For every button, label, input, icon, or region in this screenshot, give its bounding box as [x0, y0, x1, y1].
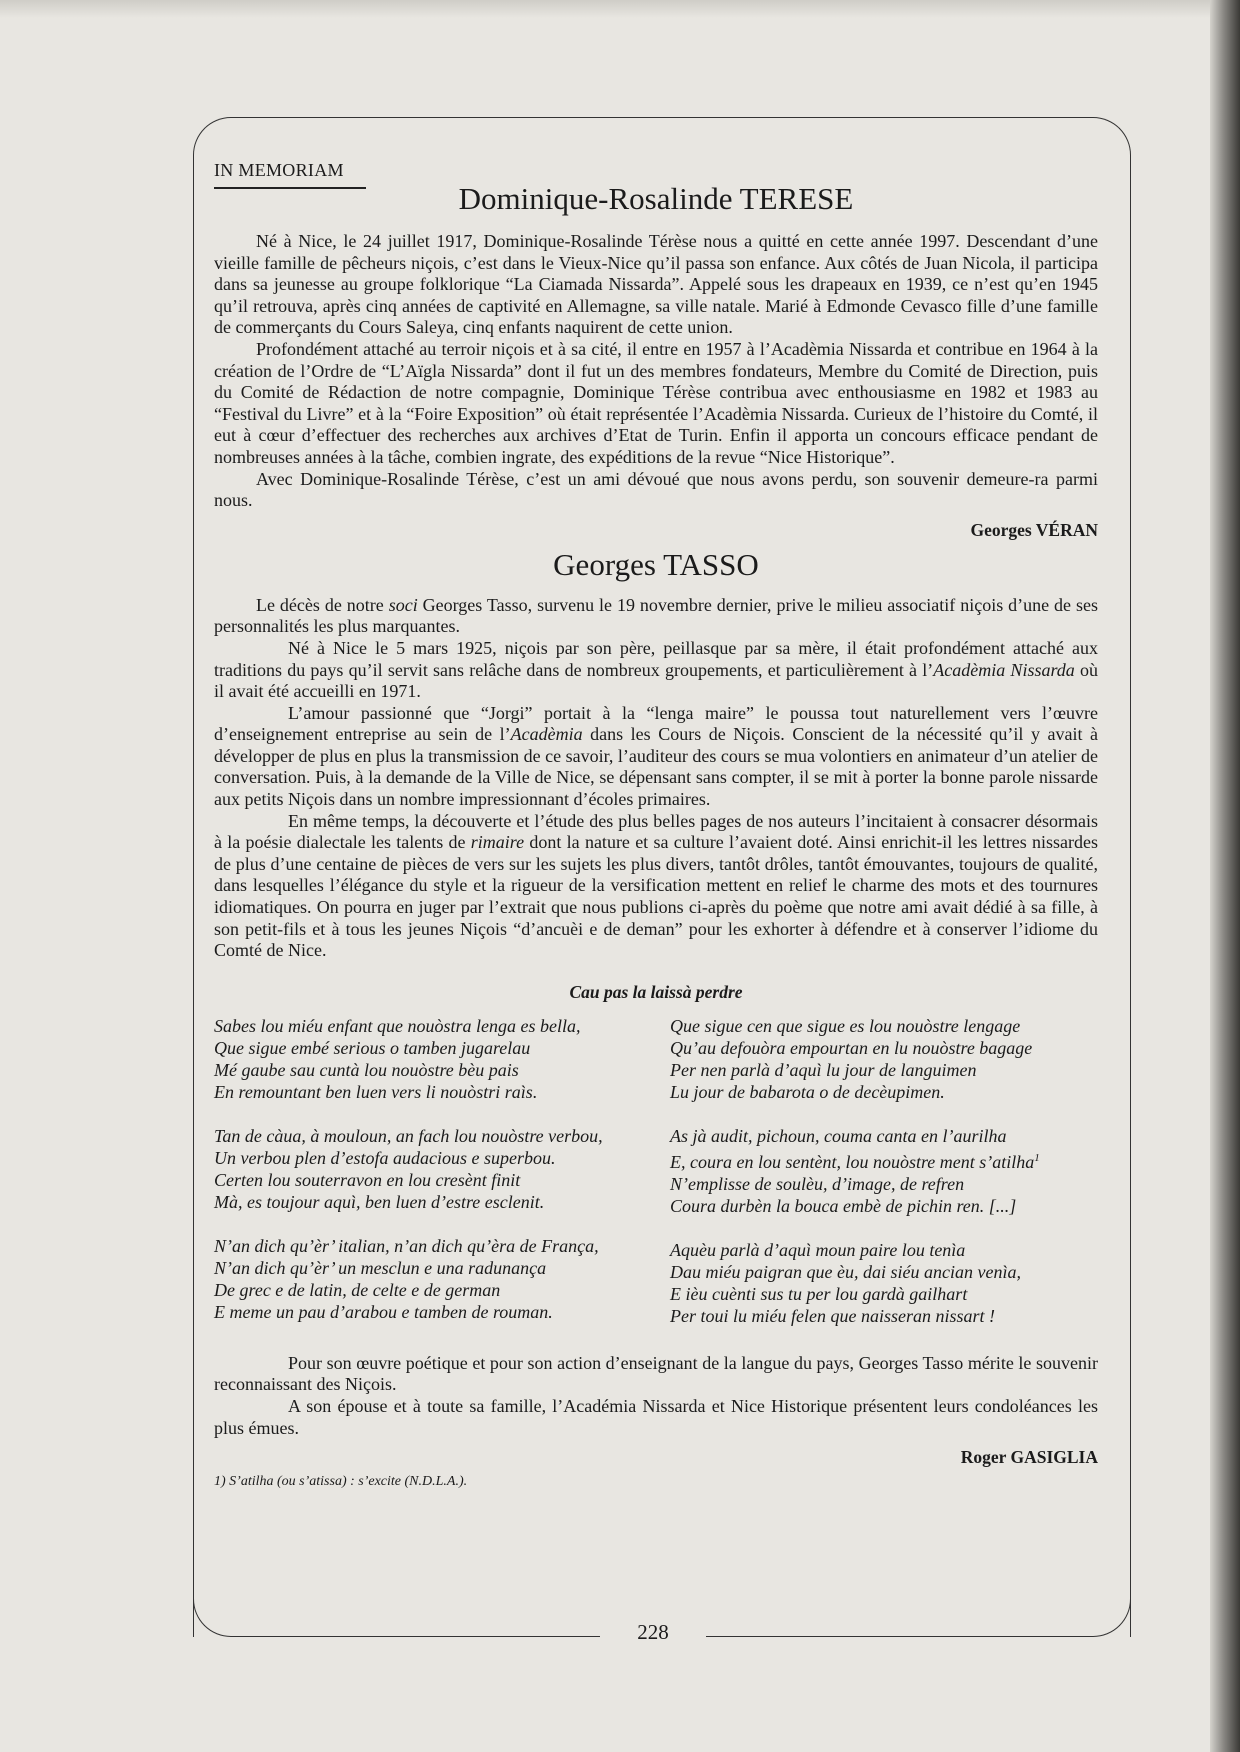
footnote: 1) S’atilha (ou s’atissa) : s’excite (N.D.L.A.). — [214, 1474, 468, 1490]
poem-line: Dau miéu paigran que èu, dai siéu ancian venìa, — [670, 1261, 1021, 1282]
poem-line: Aquèu parlà d’aquì moun paire lou tenìa — [670, 1239, 966, 1260]
poem-line: Certen lou souterravon en lou cresènt finit — [214, 1169, 521, 1190]
terese-author-signature: Georges VÉRAN — [970, 519, 1098, 540]
poem-line: Per nen parlà d’aquì lu jour de languimen — [670, 1059, 977, 1080]
poem-line: N’an dich qu’èr’ italian, n’an dich qu’èra de Françа, — [214, 1235, 599, 1256]
italic-term: Acadèmia Nissarda — [933, 659, 1075, 680]
poem-line: E meme un pau d’arabou e tamben de rouman. — [214, 1301, 553, 1322]
poem-line: Tan de càua, à mouloun, an fach lou nouòstre verbou, — [214, 1125, 603, 1146]
poem-right-column — [670, 1015, 1098, 1349]
text-run: dont la nature et sa culture l’avaient doté. Ainsi enrichit-il les lettres nissardes de plus d’une centaine de pièces de vers sur les sujets les plus divers, tantôt drôles, tantôt émouvantes, toujours de qualité, dans lesquelles l’élégance du style et la rigueur de la versification mettent en relief le charme des mots et des tournures idiomatiques. On pourra en juger par l’extrait que nous publions ci-après du poème que notre ami avait dédié à sa fille, à son petit-fils et à tous les jeunes Niçois “d’ancuèi e de deman” pour les exhorter à défendre et à conserver l’idiome du Comté de Nice. — [214, 832, 1099, 961]
italic-term: soci — [388, 594, 418, 615]
tasso-paragraph-2 — [214, 638, 1098, 703]
poem-line: Que sigue embé serious o tamben jugarelau — [214, 1037, 531, 1058]
tasso-author-signature: Roger GASIGLIA — [960, 1447, 1098, 1468]
poem-line: Per toui lu miéu felen que naisseran nissart ! — [670, 1305, 995, 1326]
tasso-closing-2: A son épouse et à toute sa famille, l’Académia Nissarda et Nice Historique présentent leurs condoléances les plus émues. — [214, 1396, 1098, 1438]
poem-line: De grec e de latin, de celte e de german — [214, 1279, 501, 1300]
poem-stanza — [670, 1125, 1098, 1217]
poem-line: N’an dich qu’èr’ un mesclun e una radunança — [214, 1257, 547, 1278]
text-run: dans les Cours de Niçois. Conscient de la nécessité qu’il y avait à développer de plus en plus la transmission de ce savoir, l’auditeur des cours se mua volontiers en animateur d’un atelier de conversation. Puis, à la demande de la Ville de Nice, se dépensant sans compter, il se mit à porter la bonne parole nissarde aux petits Niçois dans un nombre impressionnant d’écoles primaires. — [214, 724, 1099, 810]
poem-line — [670, 1147, 1098, 1173]
poem-title: Cau pas la laissà perdre — [569, 981, 743, 1002]
tasso-closing-1: Pour son œuvre poétique et pour son action d’enseignant de la langue du pays, Georges Tasso mérite le souvenir reconnaissant des Niçois. — [214, 1352, 1098, 1395]
text-run: En même temps, la découverte et l’étude des plus belles pages de nos auteurs l’incitaient à consacrer désormais à la poésie dialectale les talents de — [214, 810, 1098, 853]
page-top-shadow — [0, 0, 1240, 18]
poem — [214, 1015, 1098, 1349]
italic-term: Acadèmia — [510, 724, 583, 745]
poem-stanza — [670, 1015, 1098, 1103]
poem-line: Coura durbèn la bouca embè de pichin ren. [...] — [670, 1195, 1017, 1216]
poem-line: En remountant ben luen vers li nouòstri raìs. — [214, 1081, 538, 1102]
poem-line: Mà, es toujour aquì, ben luen d’estre esclenit. — [214, 1191, 545, 1212]
article-title-tasso: Georges TASSO — [553, 546, 759, 582]
poem-line: Que sigue cen que sigue es lou nouòstre lengage — [670, 1015, 1021, 1036]
poem-stanza — [214, 1235, 670, 1323]
page-frame-bottom-left — [193, 1590, 623, 1637]
poem-line: Qu’au defouòra empourtan en lu nouòstre bagage — [670, 1037, 1033, 1058]
poem-line: Sabes lou miéu enfant que nouòstra lenga es bella, — [214, 1015, 581, 1036]
tasso-paragraph-3 — [214, 703, 1098, 811]
tasso-paragraph-1 — [214, 595, 1098, 638]
section-rubric: IN MEMORIAM — [214, 160, 366, 189]
page-number: 228 — [600, 1620, 706, 1645]
terese-paragraph-2: Profondément attaché au terroir niçois et à sa cité, il entre en 1957 à l’Acadèmia Nissarda et contribue en 1964 à la création de l’Ordre de “L’Aïgla Nissarda” dont il fut un des membres fondateurs, Membre du Comité de Direction, puis du Comité de Rédaction de notre compagnie, Dominique Térèse contribua avec enthousiasme en 1982 et 1983 au “Festival du Livre” et à la “Foire Exposition” où était représentée l’Acadèmia Nissarda. Curieux de l’histoire du Comté, il eut à cœur d’effectuer des recherches aux archives d’Etat de Turin. Enfin il apporta un concours efficace pendant de nombreuses années à la tâche, combien ingrate, des expéditions de la revue “Nice Historique”. — [214, 338, 1098, 467]
page-frame-bottom-right — [680, 1590, 1131, 1637]
poem-line: As jà audit, pichoun, couma canta en l’aurilha — [670, 1125, 1007, 1146]
poem-stanza — [214, 1125, 670, 1213]
terese-paragraph-3: Avec Dominique-Rosalinde Térèse, c’est un ami dévoué que nous avons perdu, son souvenir demeure-ra parmi nous. — [214, 468, 1098, 511]
page-gutter-shadow — [1210, 0, 1240, 1752]
tasso-paragraph-4 — [214, 811, 1098, 962]
text-run: Le décès de notre — [256, 594, 389, 615]
poem-line: Mé gaube sau cuntà lou nouòstre bèu pais — [214, 1059, 519, 1080]
poem-left-column — [214, 1015, 670, 1349]
page-content — [214, 160, 1098, 1490]
poem-line: E ièu cuènti sus tu per lou gardà gailhart — [670, 1283, 968, 1304]
italic-term: rimaire — [470, 832, 525, 853]
article-title-terese: Dominique-Rosalinde TERESE — [458, 181, 854, 216]
text-run: E, coura en lou sentènt, lou nouòstre ment s’atilha — [670, 1151, 1035, 1172]
text-run: Georges Tasso, survenu le 19 novembre dernier, prive le milieu associatif niçois d’une de ses personnalités les plus marquantes. — [214, 594, 1098, 637]
poem-line: Lu jour de babarota o de decèupimen. — [670, 1081, 945, 1102]
poem-stanza — [214, 1015, 670, 1103]
poem-line: Un verbou plen d’estofa audacious e superbou. — [214, 1147, 556, 1168]
poem-line: N’emplisse de soulèu, d’image, de refren — [670, 1173, 965, 1194]
text-run: L’amour passionné que “Jorgi” portait à la “lenga maire” le poussa tout naturellement vers l’œuvre d’enseignement entreprise au sein de l’ — [214, 702, 1098, 745]
text-run: où il avait été accueilli en 1971. — [214, 659, 1099, 702]
text-run: Né à Nice le 5 mars 1925, niçois par son père, peillasque par sa mère, il était profondément attaché aux traditions du pays qu’il servit sans relâche dans de nombreux groupements, et particulièrement à l’ — [214, 637, 1098, 680]
terese-paragraph-1: Né à Nice, le 24 juillet 1917, Dominique-Rosalinde Térèse nous a quitté en cette année 1997. Descendant d’une vieille famille de pêcheurs niçois, c’est dans le Vieux-Nice qu’il passa son enfance. Aux côtés de Juan Nicola, il participa dans sa jeunesse au groupe folklorique “La Ciamada Nissarda”. Appelé sous les drapeaux en 1939, ce n’est qu’en 1945 qu’il retrouva, après cinq années de captivité en Allemagne, sa ville natale. Marié à Edmonde Cevasco fille d’une famille de commerçants du Cours Saleya, cinq enfants naquirent de cette union. — [214, 231, 1098, 338]
footnote-marker: 1 — [1034, 1151, 1040, 1164]
poem-stanza — [670, 1239, 1098, 1327]
